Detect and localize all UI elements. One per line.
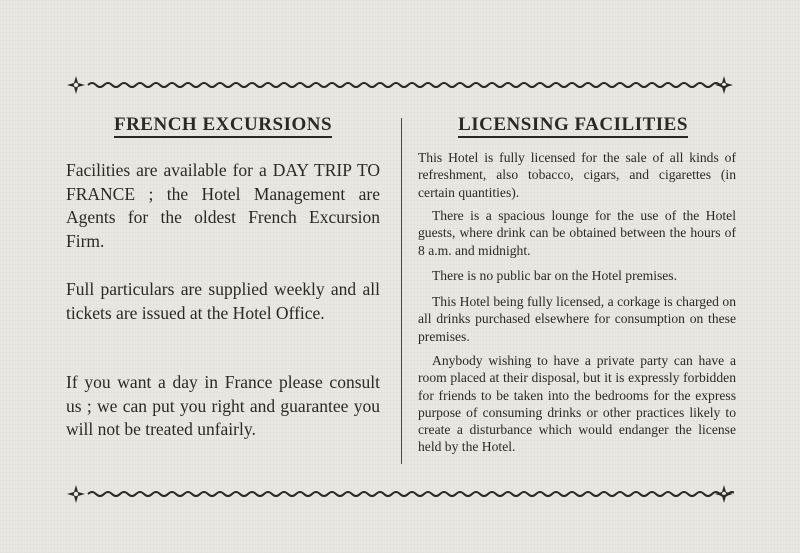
licensing-facilities-heading: LICENSING FACILITIES: [418, 114, 728, 136]
french-excursions-heading: FRENCH EXCURSIONS: [66, 114, 380, 136]
top-ornamental-border: [66, 75, 734, 95]
licensing-facilities-section: [418, 112, 736, 455]
french-excursions-section: [66, 112, 380, 439]
bottom-ornamental-border: [66, 484, 734, 504]
lounge-paragraph: There is a spacious lounge for the use of the Hotel guests, where drink can be obtained between the hours of 8 a.m. and midnight.: [418, 208, 736, 258]
column-divider: [401, 118, 402, 464]
licensed-sale-paragraph: This Hotel is fully licensed for the sale of all kinds of refreshment, also tobacco, cigars, and cigarettes (in certain quantities).: [418, 150, 736, 200]
wavy-rule-icon: [66, 75, 734, 95]
no-public-bar-paragraph: There is no public bar on the Hotel premises.: [432, 268, 677, 283]
corkage-paragraph: This Hotel being fully licensed, a corkage is charged on all drinks purchased elsewhere for consumption on these premises.: [418, 294, 736, 344]
consult-us-paragraph: If you want a day in France please consult us ; we can put you right and guarantee you will not be treated unfairly.: [66, 372, 380, 439]
particulars-paragraph: Full particulars are supplied weekly and all tickets are issued at the Hotel Office.: [66, 279, 380, 323]
wavy-rule-icon: [66, 484, 734, 504]
day-trip-paragraph: Facilities are available for a DAY TRIP TO FRANCE ; the Hotel Management are Agents for the oldest French Excursion Firm.: [66, 160, 380, 251]
private-party-paragraph: Anybody wishing to have a private party can have a room placed at their disposal, but it is expressly forbidden for friends to be taken into the bedrooms for the express purpose of consuming drinks or other practices likely to create a disturbance which would endanger the license held by the Hotel.: [418, 353, 736, 455]
